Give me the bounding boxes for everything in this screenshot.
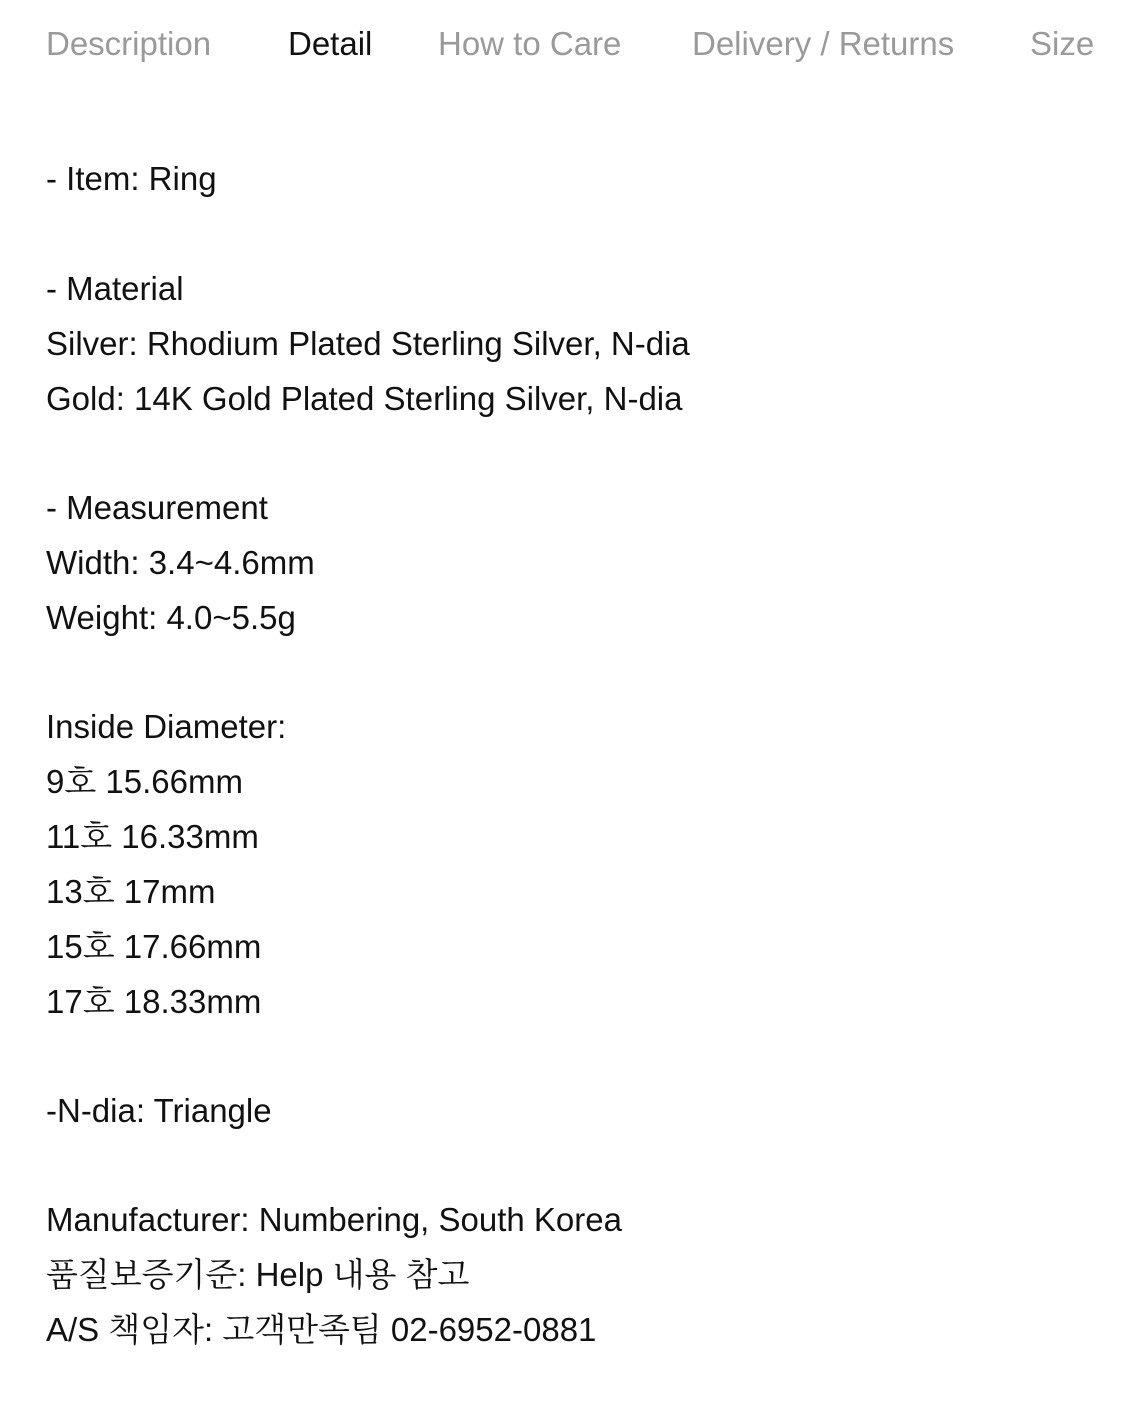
quality-standard-line: 품질보증기준: Help 내용 참고 — [46, 1256, 470, 1293]
diameter-size-15: 15호 17.66mm — [46, 928, 262, 965]
material-gold: Gold: 14K Gold Plated Sterling Silver, N-dia — [46, 380, 683, 417]
diameter-size-9: 9호 15.66mm — [46, 763, 243, 800]
tab-description[interactable]: Description — [46, 25, 212, 62]
tab-bar — [0, 0, 1095, 90]
n-dia-line: -N-dia: Triangle — [46, 1092, 272, 1129]
material-silver: Silver: Rhodium Plated Sterling Silver, N-dia — [46, 325, 690, 362]
item-line: - Item: Ring — [46, 160, 217, 197]
diameter-size-17: 17호 18.33mm — [46, 983, 262, 1020]
material-heading: - Material — [46, 270, 184, 307]
measurement-heading: - Measurement — [46, 489, 268, 526]
tab-size[interactable]: Size — [1030, 25, 1095, 62]
inside-diameter-heading: Inside Diameter: — [46, 708, 287, 745]
tab-detail[interactable]: Detail — [288, 25, 373, 62]
width-line: Width: 3.4~4.6mm — [46, 544, 315, 581]
manufacturer-line: Manufacturer: Numbering, South Korea — [46, 1201, 622, 1238]
diameter-size-13: 13호 17mm — [46, 873, 216, 910]
weight-line: Weight: 4.0~5.5g — [46, 599, 296, 636]
as-contact-line: A/S 책임자: 고객만족팀 02-6952-0881 — [46, 1311, 597, 1348]
tab-how-to-care[interactable]: How to Care — [438, 25, 622, 62]
tab-delivery-returns[interactable]: Delivery / Returns — [692, 25, 955, 62]
diameter-size-11: 11호 16.33mm — [46, 818, 259, 855]
